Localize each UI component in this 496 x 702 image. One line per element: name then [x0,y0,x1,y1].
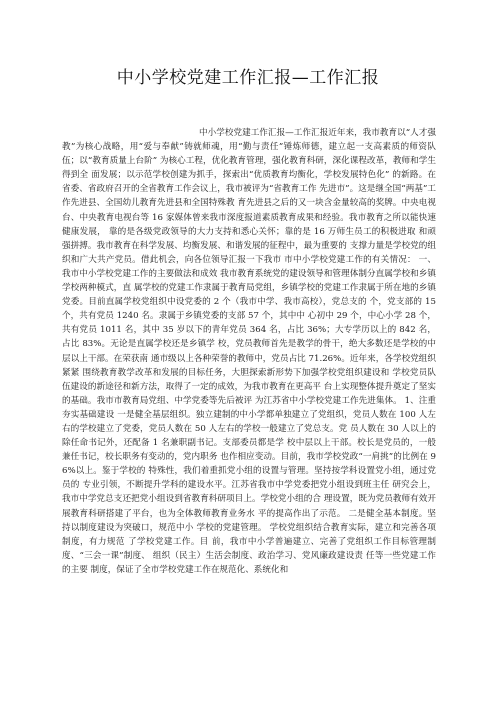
page-title: 中小学校党建工作汇报—工作汇报 [116,68,380,88]
body-paragraph: 中小学校党建工作汇报—工作汇报近年来，我市教育以“人才强教”为核心战略，用“爱与奉献”铸就师魂，用“勤与责任”锤炼师德，建立起一支高素质的师资队伍；以“教育质量上台阶” 为核心工程，优化教育管理，强化教育科研，深化课程改革，教师和学生得到全 面发展；以示范学校创建为抓手，探索出“优质教育均衡化，学校发展特色化” 的新路。在省委、省政府召开的全省教育工作会议上，我市被评为“省教育工作 先进市”。这是继全国“两基”工作先进县、全国幼儿教育先进县和全国特殊教 育先进县之后的又一块含金量较高的奖牌。中央电视台、中央教育电视台等 16 家媒体曾来我市深度报道素质教育成果和经验。我市教育之所以能快速健康发展， 靠的是各级党政领导的大力支持和悉心关怀；靠的是 16 万师生员工的积极进取 和顽强拼搏。我市教育在科学发展、均衡发展、和谐发展的征程中，最为重要的 支撑力量是学校党的组织和广大共产党员。借此机会，向各位领导汇报一下我市 市中小学校党建工作的有关情况： 一、我市中小学校党建工作的主要做法和成效 我市教育系统党的建设领导和管理体制分直属学校和乡镇学校两种模式，直 属学校的党建工作隶属于教育局党组，乡镇学校的党建工作隶属于所在地的乡镇 党委。目前直属学校党组织中设党委的 2 个（我市中学、我市高校），党总支的 个，党支部的 15 个，共有党员 1240 名。隶属于乡镇党委的支部 57 个，其中中 心初中 29 个，中心小学 28 个，共有党员 1011 名，其中 35 岁以下的青年党员 364 名，占比 36%；大专学历以上的 842 名，占比 83%。无论是直属学校还是乡镇学 校，党员教师首先是教学的骨干，绝大多数还是学校的中层以上干部。在荣获南 通市级以上各种荣誉的教师中，党员占比 71.26%。近年来，各学校党组织紧紧 围绕教育教学改革和发展的目标任务，大胆探索新形势下加强学校党组织建设和 学校党员队伍建设的新途径和新方法，取得了一定的成效，为我市教育在更高平 台上实现整体提升奠定了坚实的基础。我市市教育局党组、中学党委等先后被评 为江苏省中小学校党建工作先进集体。 1、注重夯实基础建设 一是健全基层组织。独立建制的中小学都单独建立了党组织，党员人数在 100 人左右的学校建立了党委，党员人数在 50 人左右的学校一般建立了党总支。党 员人数在 30 人以上的除任命书记外，还配备 1 名兼职副书记。支部委员都是学 校中层以上干部。校长是党员的，一般兼任书记，校长职务有变动的，党内职务 也作相应变动。目前，我市学校党政“一肩挑”的比例在 96%以上。鉴于学校的 特殊性，我们着重抓党小组的设置与管理。坚持按学科设置党小组，通过党员的 专业引领，不断提升学科的建设水平。江苏省我市中学党委把党小组设到班主任 研究会上，我市中学党总支还把党小组设到省教育科研项目上。学校党小组的合 理设置，既为党员教师有效开展教育科研搭建了平台，也为全体教师教育业务水 平的提高作出了示范。 二是健全基本制度。坚持以制度建设为突破口，规范中小 学校的党建管理。 学校党组织结合教育实际，建立和完善各项制度，有力规范 了学校党建工作。目 前，我市中小学普遍建立、完善了党组织工作目标管理制 度、“三会一课”制度、 组织（民主）生活会制度、政治学习、党风廉政建设责 任等一些党建工作的主要 制度，保证了全市学校党建工作在规范化、系统化和 [62,128,436,575]
